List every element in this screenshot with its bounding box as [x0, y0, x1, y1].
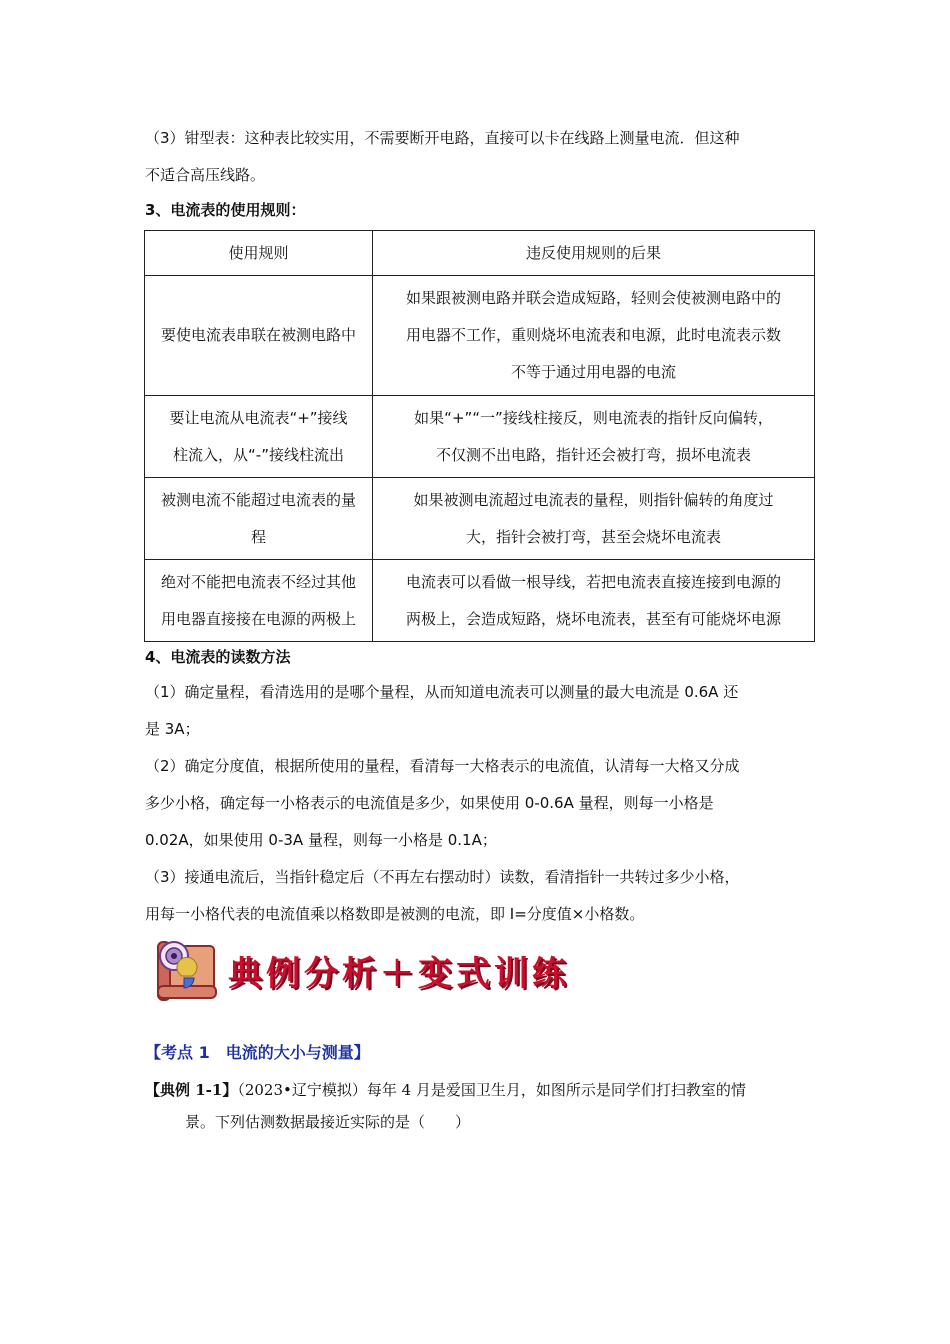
rule-text: 程 — [250, 527, 266, 546]
clamp-meter-line-2: 不适合高压线路。 — [145, 166, 266, 184]
consequence-text: 两极上，会造成短路，烧坏电流表，甚至有可能烧坏电源 — [405, 609, 781, 628]
example-question — [145, 1074, 825, 1138]
example-text: （2023•辽宁模拟）每年 4 月是爱国卫生月，如图所示是同学们打扫教室的情 — [237, 1081, 746, 1099]
reading-method-line: （2）确定分度值，根据所使用的量程，看清每一大格表示的电流值，认清每一大格又分成 — [145, 757, 740, 775]
reading-method-line: 是 3A； — [145, 720, 200, 738]
rule-text: 柱流入，从“-”接线柱流出 — [173, 445, 344, 464]
table-row — [145, 396, 815, 478]
consequence-text: 大，指针会被打弯，甚至会烧坏电流表 — [465, 527, 721, 546]
example-line-1 — [145, 1074, 825, 1106]
consequence-text: 如果跟被测电路并联会造成短路，轻则会使被测电路中的 — [405, 289, 781, 307]
reading-method-line: 用每一小格代表的电流值乘以格数即是被测的电流，即 I=分度值×小格数。 — [145, 905, 645, 923]
rule-cell — [145, 478, 373, 560]
table-header-rule: 使用规则 — [145, 231, 373, 276]
reading-method-line: （3）接通电流后，当指针稳定后（不再左右摆动时）读数，看清指针一共转过多少小格， — [145, 868, 740, 886]
consequence-cell — [373, 276, 815, 396]
rule-text: 用电器直接接在电源的两极上 — [160, 609, 356, 628]
rule-text: 绝对不能把电流表不经过其他 — [160, 572, 356, 591]
table-row — [145, 478, 815, 560]
rule-text: 要让电流从电流表“+”接线 — [169, 408, 348, 427]
scroll-chart-icon — [158, 942, 216, 1000]
consequence-text: 如果被测电流超过电流表的量程，则指针偏转的角度过 — [413, 490, 774, 509]
reading-method-line: （1）确定量程，看清选用的是哪个量程，从而知道电流表可以测量的最大电流是 0.6A 还 — [145, 683, 739, 701]
reading-method-line: 0.02A，如果使用 0-3A 量程，则每一小格是 0.1A； — [145, 831, 497, 849]
usage-rules-table — [144, 230, 815, 642]
rule-cell — [145, 276, 373, 396]
consequence-text: 不仅测不出电路，指针还会被打弯，损坏电流表 — [435, 445, 751, 464]
table-row — [145, 560, 815, 642]
consequence-cell — [373, 396, 815, 478]
consequence-text: 不等于通过用电器的电流 — [510, 363, 676, 381]
example-tag: 【典例 1-1】 — [145, 1081, 238, 1099]
consequence-text: 用电器不工作，重则烧坏电流表和电源，此时电流表示数 — [405, 326, 781, 344]
rule-cell — [145, 396, 373, 478]
clamp-meter-line-1: （3）钳型表：这种表比较实用，不需要断开电路，直接可以卡在线路上测量电流．但这种 — [145, 129, 740, 147]
table-row — [145, 276, 815, 396]
consequence-text: 电流表可以看做一根导线，若把电流表直接连接到电源的 — [405, 572, 781, 591]
example-line-2: 景。下列估测数据最接近实际的是（ ） — [185, 1113, 471, 1131]
consequence-cell — [373, 560, 815, 642]
kaodian-title: 【考点 1 电流的大小与测量】 — [145, 1043, 370, 1062]
consequence-text: 如果“+”“一”接线柱接反，则电流表的指针反向偏转， — [414, 408, 773, 427]
table-header-consequence: 违反使用规则的后果 — [373, 231, 815, 276]
example-banner-title: 典例分析＋变式训练 — [228, 954, 570, 994]
rule-text: 要使电流表串联在被测电路中 — [160, 326, 356, 344]
reading-method-line: 多少小格，确定每一小格表示的电流值是多少，如果使用 0-0.6A 量程，则每一小格是 — [145, 794, 714, 812]
rule-text: 被测电流不能超过电流表的量 — [160, 490, 356, 509]
section-3-heading: 3、电流表的使用规则： — [145, 201, 306, 219]
section-4-heading: 4、电流表的读数方法 — [145, 648, 291, 666]
rule-cell — [145, 560, 373, 642]
table-header-row — [145, 231, 815, 276]
consequence-cell — [373, 478, 815, 560]
